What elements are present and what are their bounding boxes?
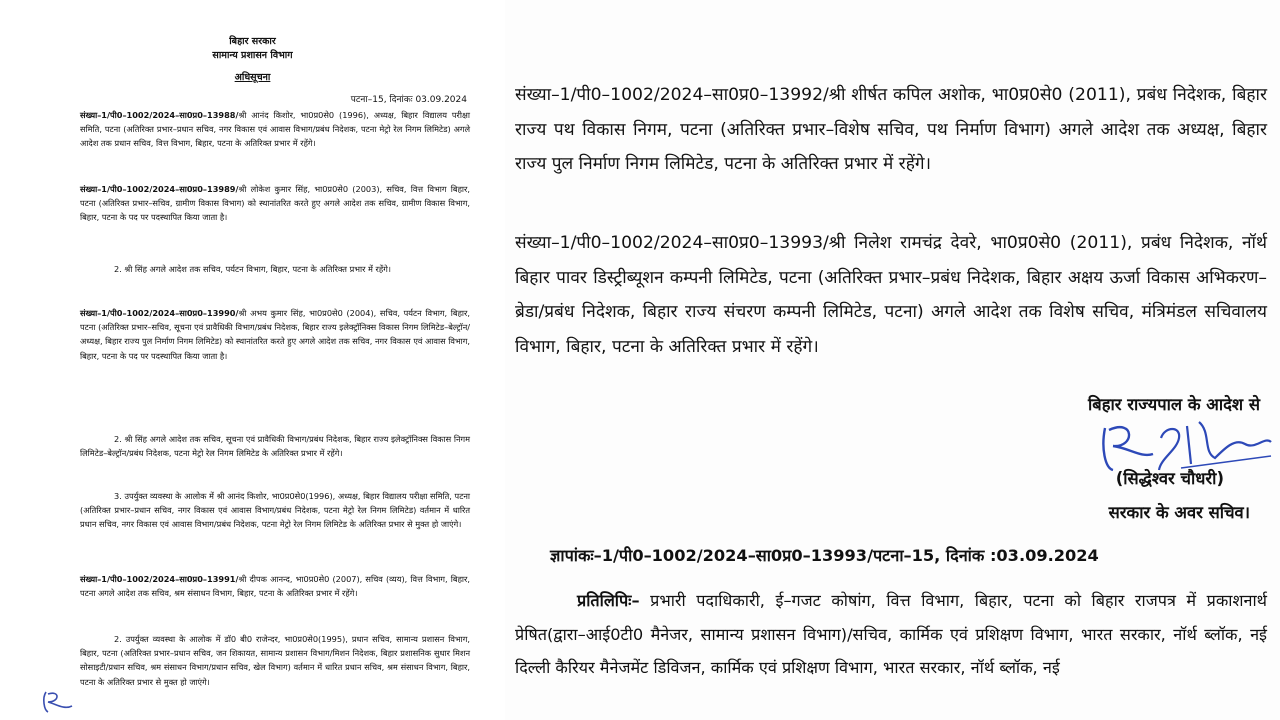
sub-paragraph-2c: 2. उपर्युक्त व्यवस्था के आलोक में डॉ0 बी0 राजेन्दर, भा0प्र0से0(1995), प्रधान सचिव, सामान्य प्रशासन विभाग, बिहार, पटना (अतिरिक्त प्रभार–प्रधान सचिव, जन शिकायत, सामान्य प्रशासन विभाग/मिशन निदेशक, बिहार प्रशासनिक सुधार मिशन सोसाइटी/प्रधान सचिव, श्रम संसाधन विभाग/प्रधान सचिव, खेल विभाग) वर्तमान में धारित प्रधान सचिव, श्रम संसाधन विभाग, बिहार, पटना के अतिरिक्त प्रभार से मुक्त हो जाएंगे। — [80, 634, 470, 687]
order-ref: संख्या–1/पी0–1002/2024–सा0प्र0–13991/ — [80, 574, 239, 584]
sub-paragraph-2a: 2. श्री सिंह अगले आदेश तक सचिव, पर्यटन विभाग, बिहार, पटना के अतिरिक्त प्रभार में रहेंगे। — [114, 264, 391, 274]
copy-to-text: प्रभारी पदाधिकारी, ई–गजट कोषांग, वित्त विभाग, बिहार, पटना को बिहार राजपत्र में प्रकाशनार्थ प्रेषित(द्वारा–आई0टी0 मैनेजर, सामान्य प्रशासन विभाग)/सचिव, कार्मिक एवं प्रशिक्षण विभाग, भारत सरकार, नॉर्थ ब्लॉक, नई दिल्ली कैरियर मैनेजमेंट डिविजन, कार्मिक एवं प्रशिक्षण विभाग, भारत सरकार, नॉर्थ ब्लॉक, नई — [515, 591, 1267, 677]
order-ref: संख्या–1/पी0–1002/2024–सा0प्र0–13988/ — [80, 110, 239, 120]
dept-heading: सामान्य प्रशासन विभाग — [212, 50, 293, 61]
order-of-governor: बिहार राज्यपाल के आदेश से — [1088, 395, 1260, 414]
order-paragraph-13991 — [80, 572, 470, 600]
document-page-left — [0, 0, 506, 720]
order-paragraph-13992: संख्या–1/पी0–1002/2024–सा0प्र0–13992/श्री शीर्षत कपिल अशोक, भा0प्र0से0 (2011), प्रबंध निदेशक, बिहार राज्य पथ विकास निगम, पटना (अतिरिक्त प्रभार–विशेष सचिव, पथ निर्माण विभाग) अगले आदेश तक अध्यक्ष, बिहार राज्य पुल निर्माण निगम लिमिटेड, पटना के अतिरिक्त प्रभार में रहेंगे। — [515, 85, 1267, 174]
order-text: श्री आनंद किशोर, भा0प्र0से0 (1996), अध्यक्ष, बिहार विद्यालय परीक्षा समिति, पटना (अतिरिक्त प्रभार–प्रधान सचिव, नगर विकास एवं आवास विभाग/प्रबंध निदेशक, पटना मेट्रो रेल निगम लिमिटेड) अगले आदेश तक प्रधान सचिव, वित्त विभाग, बिहार, पटना के अतिरिक्त प्रभार में रहेंगे। — [80, 110, 470, 149]
signatory-designation: सरकार के अवर सचिव। — [1108, 503, 1250, 522]
order-paragraph-13990 — [80, 306, 470, 363]
notification-date: पटना–15, दिनांकः 03.09.2024 — [350, 95, 467, 105]
order-paragraph-13993: संख्या–1/पी0–1002/2024–सा0प्र0–13993/श्री निलेश रामचंद्र देवरे, भा0प्र0से0 (2011), प्रबंध निदेशक, नॉर्थ बिहार पावर डिस्ट्रीब्यूशन कम्पनी लिमिटेड, पटना (अतिरिक्त प्रभार–प्रबंध निदेशक, बिहार अक्षय ऊर्जा विकास अभिकरण–ब्रेडा/प्रबंध निदेशक, बिहार राज्य संचरण कम्पनी लिमिटेड, पटना) अगले आदेश तक विशेष सचिव, मंत्रिमंडल सचिवालय विभाग, बिहार, पटना के अतिरिक्त प्रभार में रहेंगे। — [515, 233, 1267, 357]
initials-scribble — [38, 688, 78, 716]
signatory-name: (सिद्धेश्वर चौधरी) — [1115, 469, 1224, 488]
order-ref: संख्या–1/पी0–1002/2024–सा0प्र0–13989/ — [80, 184, 239, 194]
sub-paragraph-2b: 2. श्री सिंह अगले आदेश तक सचिव, सूचना एवं प्रावैधिकी विभाग/प्रबंध निदेशक, बिहार राज्य इलेक्ट्रॉनिक्स विकास निगम लिमिटेड–बेल्ट्रॉन/प्रबंध निदेशक, पटना मेट्रो रेल निगम लिमिटेड के अतिरिक्त प्रभार में रहेंगे। — [80, 434, 470, 459]
order-ref: संख्या–1/पी0–1002/2024–सा0प्र0–13990/ — [80, 308, 239, 318]
order-text: श्री दीपक आनन्द, भा0प्र0से0 (2007), सचिव (व्यय), वित्त विभाग, बिहार, पटना अगले आदेश तक सचिव, श्रम संसाधन विभाग, बिहार, पटना के अतिरिक्त प्रभार में रहेंगे। — [80, 574, 470, 599]
order-paragraph-13989 — [80, 182, 470, 225]
govt-heading: बिहार सरकार — [229, 36, 276, 47]
order-text: श्री लोकेश कुमार सिंह, भा0प्र0से0 (2003), सचिव, वित्त विभाग बिहार, पटना (अतिरिक्त प्रभार–सचिव, ग्रामीण विकास विभाग) को स्थानांतरित करते हुए अगले आदेश तक सचिव, ग्रामीण विकास विभाग, बिहार, पटना के पद पर पदस्थापित किया जाता है। — [80, 184, 470, 223]
order-paragraph-13988 — [80, 108, 470, 151]
sub-paragraph-3: 3. उपर्युक्त व्यवस्था के आलोक में श्री आनंद किशोर, भा0प्र0से0(1996), अध्यक्ष, बिहार विद्यालय परीक्षा समिति, पटना (अतिरिक्त प्रभार–प्रधान सचिव, नगर विकास एवं आवास विभाग/प्रबंध निदेशक, पटना मेट्रो रेल निगम लिमिटेड) वर्तमान में धारित प्रधान सचिव, नगर विकास एवं आवास विभाग/प्रबंध निदेशक, पटना मेट्रो रेल निगम लिमिटेड के अतिरिक्त प्रभार से मुक्त हो जाएंगे। — [80, 491, 470, 530]
copy-to-paragraph — [515, 584, 1267, 685]
copy-to-label: प्रतिलिपिः– — [577, 591, 640, 610]
order-text: श्री अभय कुमार सिंह, भा0प्र0से0 (2004), सचिव, पर्यटन विभाग, बिहार, पटना (अतिरिक्त प्रभार–सचिव, सूचना एवं प्रावैधिकी विभाग/प्रबंध निदेशक, बिहार राज्य इलेक्ट्रॉनिक्स विकास निगम लिमिटेड–बेल्ट्रॉन/अध्यक्ष, बिहार राज्य पुल निर्माण निगम लिमिटेड) को स्थानांतरित करते हुए अगले आदेश तक सचिव, नगर विकास एवं आवास विभाग, बिहार, पटना के पद पर पदस्थापित किया जाता है। — [80, 308, 470, 361]
notification-title: अधिसूचना — [234, 72, 271, 83]
memo-number-line: ज्ञापांकः–1/पी0–1002/2024–सा0प्र0–13993/पटना–15, दिनांक :03.09.2024 — [550, 546, 1099, 565]
document-page-right — [505, 0, 1280, 720]
